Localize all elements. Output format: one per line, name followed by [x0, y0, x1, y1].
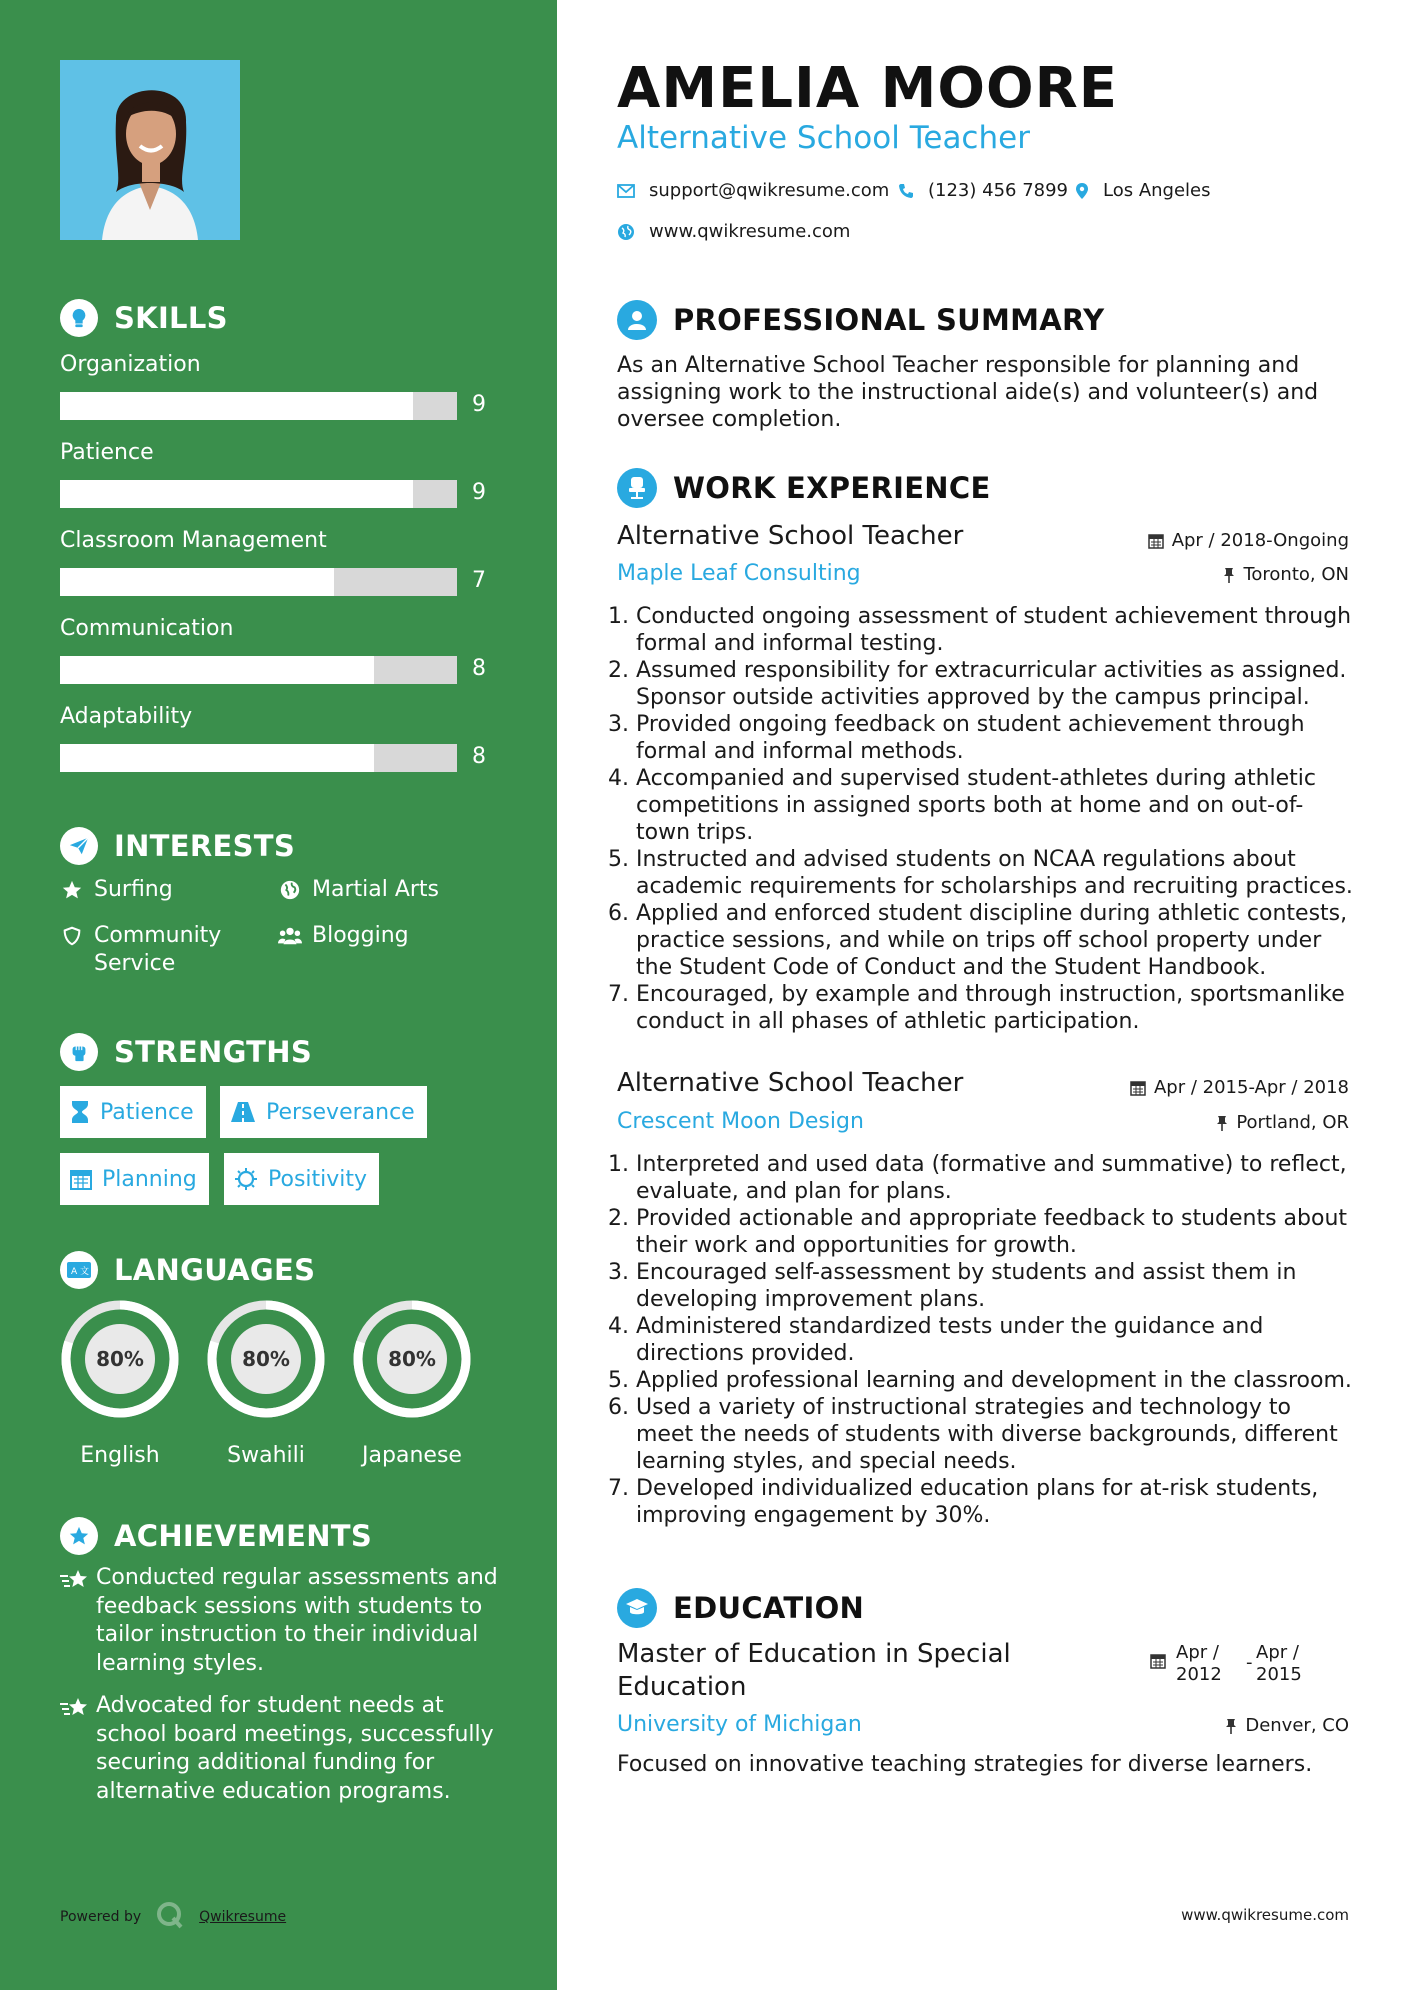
start-year: 2012: [1176, 1664, 1222, 1685]
skill-name: Classroom Management: [60, 528, 327, 553]
interest-item-martial-arts: [278, 876, 439, 904]
qwikresume-logo-icon: [155, 1900, 185, 1934]
job-location-text: Portland, OR: [1236, 1112, 1349, 1133]
language-name: English: [80, 1443, 160, 1468]
skills-title: SKILLS: [114, 301, 228, 335]
profile-photo: [60, 60, 240, 240]
shield-icon: [60, 922, 84, 947]
strength-label: Positivity: [268, 1166, 368, 1192]
interest-label: Community Service: [94, 923, 222, 976]
job-bullets: [608, 603, 1353, 1035]
job-bullet: 7. Developed individualized education plans for at-risk students, improving engagement by 30%.: [636, 1475, 1353, 1529]
education-end: [1256, 1642, 1316, 1686]
job-bullet: 2. Provided actionable and appropriate feedback to students about their work and opportunities for growth.: [636, 1205, 1353, 1259]
trophy-star-icon: [60, 1517, 98, 1555]
education-heading: [617, 1588, 864, 1628]
date-separator: -: [1246, 1652, 1253, 1673]
education-location-text: Denver, CO: [1245, 1715, 1349, 1736]
sun-icon: [234, 1167, 258, 1191]
graduation-cap-icon: [617, 1588, 657, 1628]
experience-title: WORK EXPERIENCE: [673, 471, 991, 505]
education-title: EDUCATION: [673, 1591, 865, 1625]
strength-perseverance: [220, 1086, 427, 1138]
skill-level: 9: [472, 392, 486, 417]
languages-heading: [60, 1250, 315, 1290]
candidate-title: Alternative School Teacher: [617, 120, 1030, 156]
pin-icon: [1225, 1718, 1237, 1734]
website-text[interactable]: www.qwikresume.com: [649, 221, 851, 242]
job-company: Maple Leaf Consulting: [617, 561, 861, 586]
language-icon: [60, 1251, 98, 1289]
paper-plane-icon: [60, 827, 98, 865]
summary-text: As an Alternative School Teacher responsible for planning and assigning work to the instructional aide(s) and volunteer(s) and oversee completion.: [617, 353, 1319, 432]
contact-website: [617, 221, 850, 242]
calendar-icon: [70, 1168, 92, 1190]
fist-icon: [60, 1033, 98, 1071]
job-bullet: 3. Encouraged self-assessment by students and assist them in developing improvement plans.: [636, 1259, 1353, 1313]
job-title: Alternative School Teacher: [617, 1068, 964, 1098]
job-bullet: 1. Interpreted and used data (formative and summative) to reflect, evaluate, and plan for plans.: [636, 1151, 1353, 1205]
interests-title: INTERESTS: [114, 829, 296, 863]
interest-item-surfing: [60, 876, 173, 904]
achievements-heading: [60, 1516, 372, 1556]
calendar-icon: [1130, 1080, 1146, 1096]
office-chair-icon: [617, 468, 657, 508]
map-pin-icon: [1075, 182, 1089, 200]
skill-bar-fill: [60, 744, 374, 772]
location-text: Los Angeles: [1103, 180, 1211, 201]
education-school: University of Michigan: [617, 1712, 862, 1737]
language-progress-ring: [204, 1297, 328, 1421]
skill-level: 8: [472, 744, 486, 769]
interest-item-blogging: [278, 922, 409, 950]
skill-name: Organization: [60, 352, 201, 377]
job-bullet: 4. Accompanied and supervised student-athletes during athletic competitions in assigned sports both at home and on out-of-town trips.: [636, 765, 1353, 846]
education-location: [1225, 1715, 1349, 1736]
skill-level: 8: [472, 656, 486, 681]
calendar-icon: [1150, 1642, 1166, 1686]
interests-heading: [60, 826, 295, 866]
skill-bar: [60, 656, 457, 684]
contact-phone: [898, 180, 1068, 201]
skill-name: Communication: [60, 616, 234, 641]
strength-label: Perseverance: [266, 1099, 415, 1125]
job-bullet: 2. Assumed responsibility for extracurricular activities as assigned. Sponsor outside activities approved by the campus principal.: [636, 657, 1353, 711]
languages-title: LANGUAGES: [114, 1253, 316, 1287]
strengths-title: STRENGTHS: [114, 1035, 313, 1069]
shooting-star-icon: [60, 1692, 96, 1806]
education-start: [1176, 1642, 1246, 1686]
job-dates: [1130, 1077, 1349, 1098]
skill-name: Adaptability: [60, 704, 193, 729]
interest-label: Martial Arts: [312, 877, 440, 902]
users-icon: [278, 922, 302, 947]
achievement-item: [60, 1564, 500, 1678]
email-text[interactable]: support@qwikresume.com: [649, 180, 890, 201]
shooting-star-icon: [60, 1564, 96, 1678]
achievement-item: [60, 1692, 500, 1806]
education-dates: [1150, 1642, 1316, 1686]
summary-heading: [617, 300, 1104, 340]
education-description: Focused on innovative teaching strategies for diverse learners.: [617, 1752, 1313, 1777]
language-name: Japanese: [362, 1443, 462, 1468]
language-progress-ring: [350, 1297, 474, 1421]
skill-bar: [60, 568, 457, 596]
language-percent: 80%: [242, 1347, 290, 1371]
skill-bar-fill: [60, 392, 413, 420]
summary-title: PROFESSIONAL SUMMARY: [673, 303, 1105, 337]
education-degree: [617, 1638, 1011, 1704]
language-item: [204, 1297, 328, 1468]
phone-icon: [898, 183, 914, 199]
strength-label: Patience: [100, 1099, 194, 1125]
job-bullet: 5. Instructed and advised students on NCAA regulations about academic requirements for scholarships and recruiting practices.: [636, 846, 1353, 900]
job-location-text: Toronto, ON: [1243, 564, 1349, 585]
language-progress-ring: [58, 1297, 182, 1421]
envelope-icon: [617, 184, 635, 198]
pin-icon: [1216, 1115, 1228, 1131]
globe-icon: [278, 876, 302, 901]
language-percent: 80%: [96, 1347, 144, 1371]
interest-label: Blogging: [312, 923, 409, 948]
job-bullet: 6. Used a variety of instructional strategies and technology to meet the needs of students with diverse backgrounds, different learning styles, and special needs.: [636, 1394, 1353, 1475]
degree-line: Master of Education in Special: [617, 1639, 1011, 1669]
degree-line: Education: [617, 1672, 747, 1702]
strength-label: Planning: [102, 1166, 197, 1192]
job-company: Crescent Moon Design: [617, 1109, 864, 1134]
contact-email: [617, 180, 889, 201]
job-bullet: 1. Conducted ongoing assessment of student achievement through formal and informal testing.: [636, 603, 1353, 657]
star-icon: [60, 876, 84, 901]
end-year: 2015: [1256, 1664, 1302, 1685]
pin-icon: [1223, 567, 1235, 583]
language-percent: 80%: [388, 1347, 436, 1371]
strength-positivity: [224, 1153, 379, 1205]
job-dates-text: Apr / 2018-Ongoing: [1171, 530, 1349, 551]
job-bullets: [608, 1151, 1353, 1529]
user-icon: [617, 300, 657, 340]
svg-text:A 文: A 文: [71, 1267, 90, 1277]
skill-bar-fill: [60, 656, 374, 684]
skill-name: Patience: [60, 440, 154, 465]
achievement-text: Advocated for student needs at school board meetings, successfully securing additional funding for alternative education programs.: [96, 1693, 494, 1804]
job-title: Alternative School Teacher: [617, 521, 964, 551]
phone-text: (123) 456 7899: [928, 180, 1069, 201]
interest-label: Surfing: [94, 877, 173, 902]
strength-planning: [60, 1153, 209, 1205]
language-name: Swahili: [227, 1443, 305, 1468]
lightbulb-icon: [60, 299, 98, 337]
achievements-title: ACHIEVEMENTS: [114, 1519, 373, 1553]
end-month: Apr /: [1256, 1642, 1299, 1663]
job-bullet: 6. Applied and enforced student discipline during athletic contests, practice sessions, and while on trips off school property under the Student Code of Conduct and the Student Handbook.: [636, 900, 1353, 981]
experience-heading: [617, 468, 991, 508]
powered-by: [60, 1900, 286, 1934]
skill-level: 9: [472, 480, 486, 505]
hourglass-icon: [70, 1100, 90, 1124]
footer-url[interactable]: www.qwikresume.com: [1181, 1906, 1349, 1924]
job-bullet: 5. Applied professional learning and development in the classroom.: [636, 1367, 1353, 1394]
skills-heading: [60, 298, 228, 338]
calendar-icon: [1148, 533, 1164, 549]
start-month: Apr /: [1176, 1642, 1219, 1663]
job-dates: [1148, 530, 1349, 551]
interest-item-community-service: [60, 922, 250, 978]
strengths-heading: [60, 1032, 312, 1072]
job-bullet: 7. Encouraged, by example and through instruction, sportsmanlike conduct in all phases of athletic participation.: [636, 981, 1353, 1035]
skill-bar: [60, 392, 457, 420]
candidate-name: AMELIA MOORE: [617, 56, 1118, 121]
job-location: [1223, 564, 1349, 585]
job-dates-text: Apr / 2015-Apr / 2018: [1153, 1077, 1349, 1098]
qwikresume-link[interactable]: Qwikresume: [199, 1909, 287, 1925]
job-bullet: 4. Administered standardized tests under the guidance and directions provided.: [636, 1313, 1353, 1367]
language-item: [350, 1297, 474, 1468]
language-item: [58, 1297, 182, 1468]
skill-level: 7: [472, 568, 486, 593]
globe-icon: [617, 223, 635, 241]
job-location: [1216, 1112, 1349, 1133]
sidebar: [0, 0, 557, 1990]
skill-bar: [60, 480, 457, 508]
skill-bar-fill: [60, 480, 413, 508]
job-bullet: 3. Provided ongoing feedback on student achievement through formal and informal methods.: [636, 711, 1353, 765]
powered-by-label: Powered by: [60, 1909, 142, 1925]
skill-bar-fill: [60, 568, 334, 596]
achievement-text: Conducted regular assessments and feedback sessions with students to tailor instruction to their individual learning styles.: [96, 1565, 498, 1676]
strength-patience: [60, 1086, 206, 1138]
road-icon: [230, 1101, 256, 1123]
skill-bar: [60, 744, 457, 772]
contact-location: [1075, 180, 1211, 201]
